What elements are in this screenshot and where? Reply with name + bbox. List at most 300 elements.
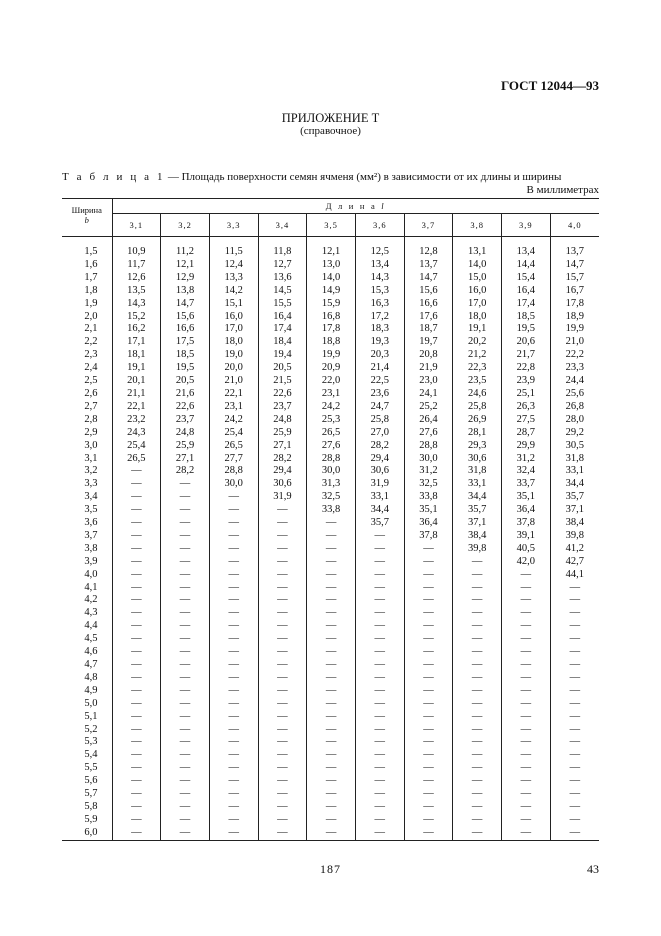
area-value-cell: — xyxy=(112,698,161,711)
area-value-cell: — xyxy=(453,788,502,801)
area-value-cell: 15,4 xyxy=(502,272,551,285)
width-value-cell: 3,1 xyxy=(84,452,98,464)
width-value-cell: 2,7 xyxy=(84,400,98,412)
area-value-cell: 42,7 xyxy=(550,556,599,569)
table-row xyxy=(62,427,599,440)
area-value-cell: — xyxy=(307,620,356,633)
area-value-cell: — xyxy=(161,762,210,775)
area-value-cell: 13,7 xyxy=(550,246,599,259)
width-value-cell: 3,7 xyxy=(84,529,98,541)
area-value-cell: — xyxy=(258,749,307,762)
area-value-cell: 37,1 xyxy=(550,504,599,517)
area-value-cell: — xyxy=(161,698,210,711)
area-value-cell: — xyxy=(161,504,210,517)
area-value-cell: 16,6 xyxy=(404,298,453,311)
area-value-cell: 17,8 xyxy=(550,298,599,311)
width-value-cell: 2,5 xyxy=(84,375,98,387)
area-value-cell: 15,1 xyxy=(209,298,258,311)
area-value-cell: 15,0 xyxy=(453,272,502,285)
width-value-cell: 2,0 xyxy=(84,310,98,322)
width-value-cell: 4,5 xyxy=(84,633,98,645)
table-caption xyxy=(62,171,561,183)
area-value-cell: 24,1 xyxy=(404,388,453,401)
area-value-cell: — xyxy=(355,762,404,775)
area-value-cell: 24,3 xyxy=(112,427,161,440)
area-value-cell: 20,8 xyxy=(404,349,453,362)
area-value-cell: — xyxy=(404,659,453,672)
width-value-cell: 5,5 xyxy=(84,762,98,774)
area-value-cell: 16,6 xyxy=(161,323,210,336)
table-row xyxy=(62,711,599,724)
width-value-cell: 4,6 xyxy=(84,646,98,658)
width-value-cell: 4,1 xyxy=(84,581,98,593)
area-value-cell: 20,1 xyxy=(112,375,161,388)
area-value-cell: — xyxy=(258,594,307,607)
area-value-cell: 22,1 xyxy=(112,401,161,414)
area-value-cell: 20,5 xyxy=(258,362,307,375)
area-value-cell: 20,0 xyxy=(209,362,258,375)
area-value-cell: — xyxy=(550,775,599,788)
area-value-cell: — xyxy=(112,582,161,595)
area-value-cell: — xyxy=(112,801,161,814)
area-value-cell: 25,9 xyxy=(161,440,210,453)
width-value-cell: 2,6 xyxy=(84,387,98,399)
area-value-cell: 15,6 xyxy=(161,311,210,324)
area-value-cell: 19,9 xyxy=(307,349,356,362)
table-row xyxy=(62,801,599,814)
area-value-cell: — xyxy=(258,582,307,595)
area-value-cell: — xyxy=(307,698,356,711)
area-value-cell: 27,1 xyxy=(161,453,210,466)
area-value-cell: 27,0 xyxy=(355,427,404,440)
area-value-cell: — xyxy=(404,556,453,569)
area-value-cell: 19,5 xyxy=(502,323,551,336)
width-value-cell: 3,5 xyxy=(84,504,98,516)
area-value-cell: — xyxy=(112,827,161,840)
width-value-cell: 4,8 xyxy=(84,671,98,683)
area-value-cell: 18,3 xyxy=(355,323,404,336)
width-value-cell: 4,0 xyxy=(84,568,98,580)
area-value-cell: 29,3 xyxy=(453,440,502,453)
table-row xyxy=(62,298,599,311)
column-header-length: 3,1 xyxy=(112,214,161,237)
area-value-cell: — xyxy=(355,711,404,724)
area-value-cell: 25,8 xyxy=(453,401,502,414)
area-value-cell: 35,7 xyxy=(355,517,404,530)
area-value-cell: — xyxy=(307,543,356,556)
area-value-cell: 23,5 xyxy=(453,375,502,388)
area-value-cell: — xyxy=(453,646,502,659)
area-value-cell: — xyxy=(404,749,453,762)
area-value-cell: 26,3 xyxy=(502,401,551,414)
area-value-cell: — xyxy=(161,556,210,569)
area-value-cell: — xyxy=(112,711,161,724)
spacer-cell xyxy=(453,237,502,247)
area-value-cell: 27,1 xyxy=(258,440,307,453)
width-value-cell: 4,9 xyxy=(84,684,98,696)
area-value-cell: 34,4 xyxy=(453,491,502,504)
area-value-cell: — xyxy=(161,659,210,672)
area-value-cell: — xyxy=(161,607,210,620)
width-value-cell: 5,9 xyxy=(84,813,98,825)
area-value-cell: 12,1 xyxy=(307,246,356,259)
area-value-cell: — xyxy=(550,582,599,595)
area-value-cell: — xyxy=(258,775,307,788)
area-value-cell: 16,7 xyxy=(550,285,599,298)
area-value-cell: 19,4 xyxy=(258,349,307,362)
area-value-cell: 20,3 xyxy=(355,349,404,362)
area-value-cell: 21,5 xyxy=(258,375,307,388)
area-value-cell: 16,0 xyxy=(209,311,258,324)
area-value-cell: 13,1 xyxy=(453,246,502,259)
area-value-cell: 13,3 xyxy=(209,272,258,285)
area-value-cell: 24,4 xyxy=(550,375,599,388)
width-value-cell: 2,8 xyxy=(84,413,98,425)
page-number-right: 43 xyxy=(587,862,599,876)
area-value-cell: 19,9 xyxy=(550,323,599,336)
table-row xyxy=(62,607,599,620)
area-value-cell: — xyxy=(550,633,599,646)
area-value-cell: — xyxy=(161,827,210,840)
width-value-cell: 5,8 xyxy=(84,800,98,812)
area-value-cell: 16,8 xyxy=(307,311,356,324)
area-value-cell: 21,7 xyxy=(502,349,551,362)
area-value-cell: — xyxy=(258,698,307,711)
area-value-cell: — xyxy=(112,788,161,801)
area-value-cell: 13,8 xyxy=(161,285,210,298)
area-value-cell: — xyxy=(355,788,404,801)
area-value-cell: 13,4 xyxy=(502,246,551,259)
area-value-cell: — xyxy=(161,491,210,504)
area-value-cell: 40,5 xyxy=(502,543,551,556)
area-value-cell: — xyxy=(307,685,356,698)
table-row xyxy=(62,724,599,737)
area-value-cell: 42,0 xyxy=(502,556,551,569)
area-value-cell: 16,3 xyxy=(355,298,404,311)
area-value-cell: 28,8 xyxy=(307,453,356,466)
area-value-cell: 14,7 xyxy=(161,298,210,311)
area-value-cell: — xyxy=(161,711,210,724)
table-row xyxy=(62,646,599,659)
area-value-cell: 17,0 xyxy=(453,298,502,311)
area-value-cell: 35,7 xyxy=(453,504,502,517)
area-value-cell: 25,8 xyxy=(355,414,404,427)
area-value-cell: — xyxy=(209,827,258,840)
area-value-cell: 23,2 xyxy=(112,414,161,427)
area-value-cell: 32,5 xyxy=(307,491,356,504)
area-value-cell: 34,4 xyxy=(550,478,599,491)
area-value-cell: 22,5 xyxy=(355,375,404,388)
area-value-cell: — xyxy=(550,724,599,737)
area-value-cell: 14,5 xyxy=(258,285,307,298)
area-value-cell: 36,4 xyxy=(502,504,551,517)
width-value-cell: 5,7 xyxy=(84,788,98,800)
area-value-cell: — xyxy=(112,633,161,646)
area-value-cell: — xyxy=(550,827,599,840)
table-row xyxy=(62,530,599,543)
area-value-cell: — xyxy=(355,594,404,607)
table-header-row xyxy=(62,199,599,214)
area-value-cell: — xyxy=(112,465,161,478)
area-value-cell: 13,0 xyxy=(307,259,356,272)
area-value-cell: — xyxy=(355,633,404,646)
width-value-cell: 1,5 xyxy=(84,246,98,257)
area-value-cell: — xyxy=(209,543,258,556)
area-value-cell: — xyxy=(307,582,356,595)
area-value-cell: 38,4 xyxy=(550,517,599,530)
table-row xyxy=(62,762,599,775)
area-value-cell: — xyxy=(453,775,502,788)
table-row xyxy=(62,285,599,298)
area-value-cell: — xyxy=(404,698,453,711)
table-caption-label: Т а б л и ц а 1 xyxy=(62,171,166,183)
area-value-cell: — xyxy=(307,646,356,659)
area-value-cell: — xyxy=(209,788,258,801)
area-value-cell: — xyxy=(258,724,307,737)
area-value-cell: 24,8 xyxy=(161,427,210,440)
spacer-cell xyxy=(209,237,258,247)
area-value-cell: — xyxy=(502,582,551,595)
area-value-cell: — xyxy=(355,724,404,737)
area-value-cell: — xyxy=(307,556,356,569)
area-value-cell: 30,5 xyxy=(550,440,599,453)
table-row xyxy=(62,259,599,272)
area-value-cell: 13,5 xyxy=(112,285,161,298)
area-value-cell: — xyxy=(550,594,599,607)
area-value-cell: — xyxy=(209,569,258,582)
area-value-cell: — xyxy=(112,659,161,672)
area-value-cell: — xyxy=(355,775,404,788)
table-body xyxy=(62,237,599,841)
area-value-cell: — xyxy=(161,478,210,491)
area-value-cell: — xyxy=(453,724,502,737)
area-value-cell: 30,0 xyxy=(404,453,453,466)
area-value-cell: — xyxy=(502,749,551,762)
area-value-cell: — xyxy=(209,620,258,633)
length-header-cell xyxy=(112,199,599,214)
table-row xyxy=(62,594,599,607)
area-value-cell: — xyxy=(502,569,551,582)
spacer-cell xyxy=(258,237,307,247)
area-value-cell: — xyxy=(355,736,404,749)
area-value-cell: — xyxy=(502,788,551,801)
area-value-cell: 26,5 xyxy=(112,453,161,466)
area-value-cell: — xyxy=(161,814,210,827)
area-value-cell: — xyxy=(307,749,356,762)
document-code: ГОСТ 12044—93 xyxy=(500,78,599,93)
area-value-cell: 28,8 xyxy=(404,440,453,453)
area-value-cell: 16,4 xyxy=(502,285,551,298)
area-value-cell: 17,4 xyxy=(258,323,307,336)
area-value-cell: — xyxy=(258,814,307,827)
area-value-cell: 21,2 xyxy=(453,349,502,362)
area-value-cell: — xyxy=(112,762,161,775)
area-value-cell: — xyxy=(307,607,356,620)
area-value-cell: 28,0 xyxy=(550,414,599,427)
width-value-cell: 3,8 xyxy=(84,542,98,554)
width-value-cell: 3,0 xyxy=(84,439,98,451)
area-value-cell: 22,8 xyxy=(502,362,551,375)
area-value-cell: 13,6 xyxy=(258,272,307,285)
table-row xyxy=(62,698,599,711)
area-value-cell: — xyxy=(112,736,161,749)
area-value-cell: — xyxy=(502,775,551,788)
surface-area-table xyxy=(62,198,599,841)
width-value-cell: 2,1 xyxy=(84,323,98,335)
area-value-cell: 30,0 xyxy=(307,465,356,478)
area-value-cell: — xyxy=(550,659,599,672)
area-value-cell: — xyxy=(453,607,502,620)
area-value-cell: 17,8 xyxy=(307,323,356,336)
area-value-cell: 11,5 xyxy=(209,246,258,259)
area-value-cell: 20,5 xyxy=(161,375,210,388)
area-value-cell: 19,3 xyxy=(355,336,404,349)
area-value-cell: — xyxy=(307,724,356,737)
area-value-cell: — xyxy=(258,543,307,556)
area-value-cell: — xyxy=(502,736,551,749)
area-value-cell: — xyxy=(209,582,258,595)
area-value-cell: — xyxy=(404,607,453,620)
area-value-cell: — xyxy=(307,517,356,530)
area-value-cell: 14,0 xyxy=(453,259,502,272)
area-value-cell: 32,5 xyxy=(404,478,453,491)
area-value-cell: — xyxy=(112,724,161,737)
area-value-cell: — xyxy=(453,814,502,827)
column-header-length: 3,6 xyxy=(355,214,404,237)
area-value-cell: 29,2 xyxy=(550,427,599,440)
column-header-length: 3,2 xyxy=(161,214,210,237)
area-value-cell: — xyxy=(355,646,404,659)
area-value-cell: — xyxy=(209,556,258,569)
area-value-cell: 25,2 xyxy=(404,401,453,414)
area-value-cell: 19,0 xyxy=(209,349,258,362)
area-value-cell: — xyxy=(355,556,404,569)
spacer-cell xyxy=(307,237,356,247)
area-value-cell: 26,5 xyxy=(307,427,356,440)
area-value-cell: 37,8 xyxy=(404,530,453,543)
area-value-cell: 12,7 xyxy=(258,259,307,272)
area-value-cell: — xyxy=(161,775,210,788)
area-value-cell: 39,1 xyxy=(502,530,551,543)
width-value-cell: 2,2 xyxy=(84,336,98,348)
area-value-cell: 22,6 xyxy=(258,388,307,401)
area-value-cell: — xyxy=(404,685,453,698)
area-value-cell: 11,7 xyxy=(112,259,161,272)
area-value-cell: — xyxy=(209,646,258,659)
column-header-row xyxy=(62,214,599,237)
area-value-cell: 24,6 xyxy=(453,388,502,401)
table-row xyxy=(62,362,599,375)
area-value-cell: 41,2 xyxy=(550,543,599,556)
area-value-cell: 28,2 xyxy=(161,465,210,478)
area-value-cell: — xyxy=(453,672,502,685)
area-value-cell: — xyxy=(355,659,404,672)
area-value-cell: — xyxy=(453,594,502,607)
area-value-cell: 23,1 xyxy=(209,401,258,414)
area-value-cell: 14,7 xyxy=(404,272,453,285)
area-value-cell: 15,9 xyxy=(307,298,356,311)
area-value-cell: 27,6 xyxy=(404,427,453,440)
area-value-cell: — xyxy=(258,685,307,698)
area-value-cell: — xyxy=(161,530,210,543)
area-value-cell: — xyxy=(453,582,502,595)
area-value-cell: 21,6 xyxy=(161,388,210,401)
area-value-cell: — xyxy=(307,775,356,788)
area-value-cell: — xyxy=(112,607,161,620)
area-value-cell: 18,7 xyxy=(404,323,453,336)
area-value-cell: — xyxy=(355,620,404,633)
area-value-cell: 44,1 xyxy=(550,569,599,582)
area-value-cell: — xyxy=(307,711,356,724)
column-header-length: 4,0 xyxy=(550,214,599,237)
area-value-cell: — xyxy=(404,569,453,582)
area-value-cell: 24,2 xyxy=(209,414,258,427)
area-value-cell: — xyxy=(209,698,258,711)
area-value-cell: — xyxy=(209,672,258,685)
area-value-cell: — xyxy=(161,517,210,530)
width-value-cell: 4,4 xyxy=(84,620,98,632)
area-value-cell: — xyxy=(307,827,356,840)
area-value-cell: 33,8 xyxy=(307,504,356,517)
table-row xyxy=(62,272,599,285)
area-value-cell: 22,0 xyxy=(307,375,356,388)
area-value-cell: 10,9 xyxy=(112,246,161,259)
area-value-cell: — xyxy=(404,814,453,827)
area-value-cell: 24,8 xyxy=(258,414,307,427)
area-value-cell: 14,9 xyxy=(307,285,356,298)
area-value-cell: — xyxy=(258,711,307,724)
area-value-cell: — xyxy=(307,594,356,607)
table-row xyxy=(62,388,599,401)
area-value-cell: 36,4 xyxy=(404,517,453,530)
area-value-cell: — xyxy=(502,646,551,659)
area-value-cell: — xyxy=(307,788,356,801)
table-row xyxy=(62,633,599,646)
area-value-cell: — xyxy=(550,801,599,814)
area-value-cell: 18,5 xyxy=(502,311,551,324)
area-value-cell: — xyxy=(404,672,453,685)
area-value-cell: — xyxy=(355,582,404,595)
area-value-cell: — xyxy=(112,814,161,827)
area-value-cell: — xyxy=(209,685,258,698)
table-row xyxy=(62,323,599,336)
table-row xyxy=(62,349,599,362)
area-value-cell: — xyxy=(209,504,258,517)
area-value-cell: 23,1 xyxy=(307,388,356,401)
area-value-cell: 35,1 xyxy=(502,491,551,504)
area-value-cell: 14,2 xyxy=(209,285,258,298)
area-value-cell: 18,9 xyxy=(550,311,599,324)
area-value-cell: 16,0 xyxy=(453,285,502,298)
table-row xyxy=(62,504,599,517)
area-value-cell: 35,1 xyxy=(404,504,453,517)
width-value-cell: 3,9 xyxy=(84,555,98,567)
units-note: В миллиметрах xyxy=(526,184,599,196)
area-value-cell: 11,2 xyxy=(161,246,210,259)
area-value-cell: — xyxy=(453,711,502,724)
area-value-cell: 21,9 xyxy=(404,362,453,375)
table-row xyxy=(62,414,599,427)
area-value-cell: — xyxy=(307,633,356,646)
width-value-cell: 1,7 xyxy=(84,271,98,283)
area-value-cell: 35,7 xyxy=(550,491,599,504)
area-value-cell: — xyxy=(550,749,599,762)
table-row xyxy=(62,440,599,453)
area-value-cell: 28,1 xyxy=(453,427,502,440)
area-value-cell: — xyxy=(502,685,551,698)
area-value-cell: — xyxy=(209,659,258,672)
area-value-cell: — xyxy=(258,801,307,814)
